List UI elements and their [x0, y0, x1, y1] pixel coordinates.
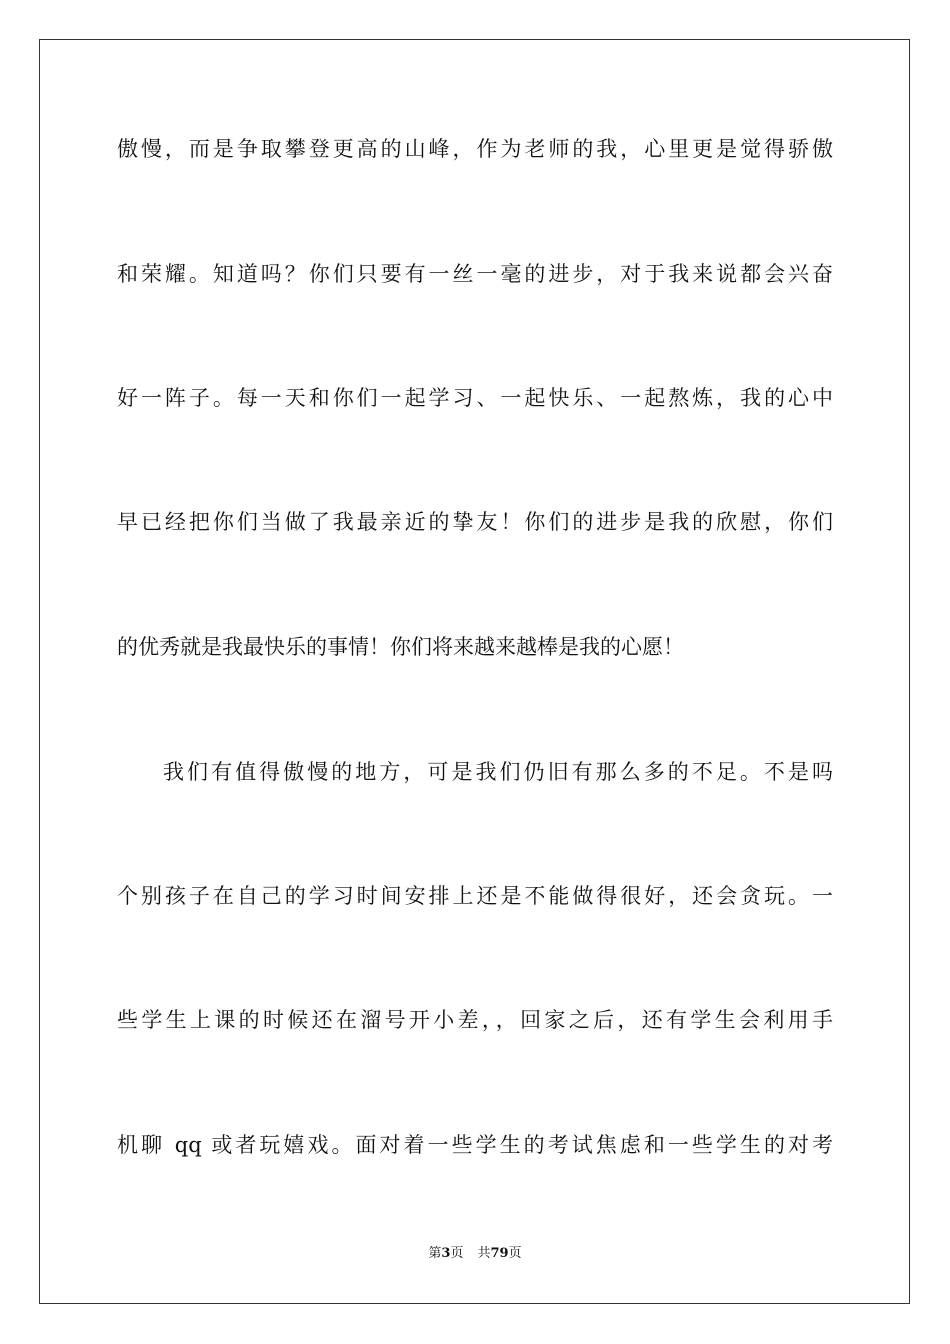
body-text-line: 早已经把你们当做了我最亲近的挚友！你们的进步是我的欣慰，你们: [117, 510, 833, 534]
body-text-line: 些学生上课的时候还在溜号开小差，，回家之后，还有学生会利用手: [117, 1008, 833, 1032]
body-text-line: 机聊 qq 或者玩嬉戏。面对着一些学生的考试焦虑和一些学生的对考: [117, 1133, 833, 1157]
page-label: 第3页: [428, 1246, 464, 1261]
total-pages-number: 79: [490, 1246, 509, 1261]
total-pages-label: 共79页: [477, 1246, 522, 1261]
body-text-line: 傲慢，而是争取攀登更高的山峰，作为老师的我，心里更是觉得骄傲: [117, 137, 833, 161]
paragraph-first-line: 我们有值得傲慢的地方，可是我们仍旧有那么多的不足。不是吗: [163, 760, 833, 784]
page-footer: [0, 1245, 950, 1263]
body-text-line: 和荣耀。知道吗？你们只要有一丝一毫的进步，对于我来说都会兴奋: [117, 262, 833, 286]
page-number: 3: [441, 1246, 451, 1261]
body-text-line: 的优秀就是我最快乐的事情！你们将来越来越棒是我的心愿！: [117, 635, 684, 659]
page-border: [39, 39, 910, 1304]
body-text-line: 个别孩子在自己的学习时间安排上还是不能做得很好，还会贪玩。一: [117, 884, 833, 908]
body-text-line: 好一阵子。每一天和你们一起学习、一起快乐、一起熬炼，我的心中: [117, 386, 833, 410]
